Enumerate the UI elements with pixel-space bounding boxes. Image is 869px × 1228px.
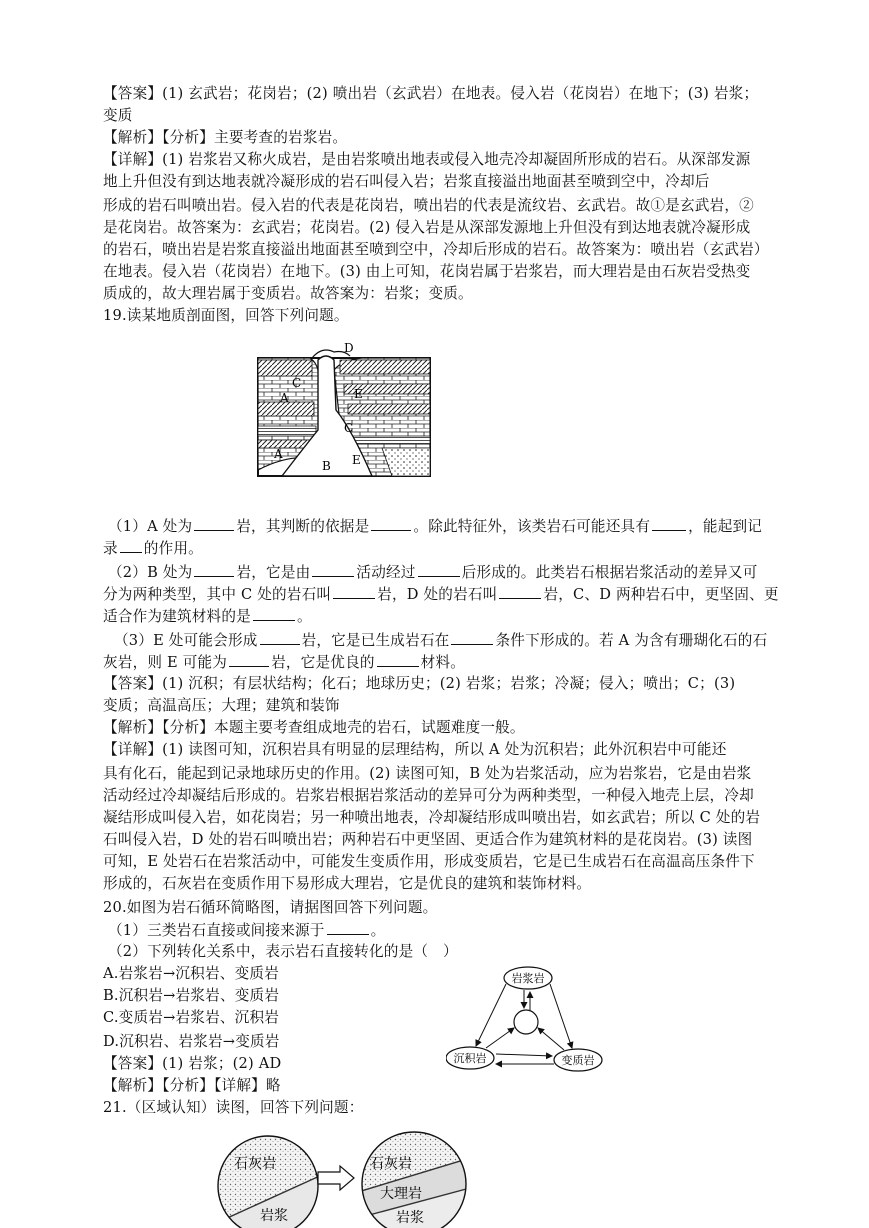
q19-p3-text-f: 材料。 bbox=[420, 654, 466, 671]
sedimentary-rock-label: 沉积岩 bbox=[453, 1052, 487, 1065]
q19-detail-line-1: 【详解】(1) 读图可知，沉积岩具有明显的层理结构，所以 A 处为沉积岩；此外沉积岩中可能还 bbox=[103, 741, 727, 758]
q19-title: 19.读某地质剖面图，回答下列问题。 bbox=[103, 307, 349, 324]
q19-part3-line2 bbox=[103, 652, 465, 673]
answer-blank[interactable] bbox=[260, 630, 300, 645]
q19-answer-line-1: 【答案】(1) 沉积；有层状结构；化石；地球历史；(2) 岩浆；岩浆；冷凝；侵入；喷出；C；(3) bbox=[103, 675, 736, 692]
q18-detail-line-1: 【详解】(1) 岩浆岩又称火成岩，是由岩浆喷出地表或侵入地壳冷却凝固所形成的岩石。从深部发源 bbox=[103, 151, 751, 168]
q19-detail-line-4: 凝结形成叫侵入岩，如花岗岩；另一种喷出地表，冷却凝结形成叫喷出岩，如玄武岩；所以 C 处的岩 bbox=[103, 809, 761, 826]
q19-p3-text-d: 灰岩，则 E 可能为 bbox=[103, 654, 228, 671]
q20-part1 bbox=[108, 920, 385, 941]
q19-detail-line-3: 活动经过冷却凝结后形成的。岩浆岩根据岩浆活动的差异可分为两种类型，一种侵入地壳上层，冷却 bbox=[103, 787, 754, 804]
answer-blank[interactable] bbox=[333, 584, 375, 599]
q19-p3-text-e: 岩，它是优良的 bbox=[271, 654, 375, 671]
q19-p2-text-e: 分为两种类型，其中 C 处的岩石叫 bbox=[103, 586, 332, 603]
q19-p2-text-d: 后形成的。此类岩石根据岩浆活动的差异又可 bbox=[461, 564, 758, 581]
q19-p1-text-e: 录 bbox=[103, 540, 118, 557]
q19-p1-text-a: （1）A 处为 bbox=[108, 518, 193, 535]
q20-p1-text-a: （1）三类岩石直接或间接来源于 bbox=[108, 922, 325, 939]
answer-blank[interactable] bbox=[229, 652, 269, 667]
igneous-rock-label: 岩浆岩 bbox=[511, 972, 545, 985]
answer-blank[interactable] bbox=[451, 630, 493, 645]
q19-analysis: 【解析】【分析】本题主要考查组成地壳的岩石，试题难度一般。 bbox=[103, 719, 525, 736]
q19-p1-text-c: 。除此特征外，该类岩石可能还具有 bbox=[413, 518, 651, 535]
q19-p2-text-a: （2）B 处为 bbox=[108, 564, 193, 581]
label-C-upper: C bbox=[292, 376, 302, 390]
q19-detail-line-5: 石叫侵入岩，D 处的岩石叫喷出岩；两种岩石中更坚固、更适合作为建筑材料的是花岗岩。(3) 读图 bbox=[103, 831, 753, 848]
q18-detail-line-2: 地上升但没有到达地表就冷凝形成的岩石叫侵入岩；岩浆直接溢出地面甚至喷到空中，冷却后 bbox=[103, 173, 710, 190]
q18-detail-line-7: 质成的，故大理岩属于变质岩。故答案为：岩浆；变质。 bbox=[103, 285, 473, 302]
q19-part2-line3 bbox=[103, 606, 312, 627]
answer-blank[interactable] bbox=[194, 516, 234, 531]
q19-p2-text-g: 岩，C、D 两种岩石中，更坚固、更 bbox=[543, 586, 779, 603]
label-E-upper: E bbox=[354, 387, 363, 401]
answer-blank[interactable] bbox=[499, 584, 541, 599]
q19-p3-text-b: 岩，它是已生成岩石在 bbox=[301, 632, 450, 649]
q20-option-a: A.岩浆岩→沉积岩、变质岩 bbox=[103, 965, 279, 982]
answer-blank[interactable] bbox=[371, 516, 411, 531]
answer-blank[interactable] bbox=[253, 606, 295, 621]
q20-analysis: 【解析】【分析】【详解】略 bbox=[103, 1077, 281, 1094]
q18-analysis: 【解析】【分析】主要考查的岩浆岩。 bbox=[103, 129, 348, 146]
q20-option-c: C.变质岩→岩浆岩、沉积岩 bbox=[103, 1009, 280, 1026]
q19-detail-line-6: 可知，E 处岩石在岩浆活动中，可能发生变质作用，形成变质岩，它是已生成岩石在高温高压条件下 bbox=[103, 853, 755, 870]
q19-part3-line1 bbox=[114, 630, 767, 651]
answer-blank[interactable] bbox=[120, 538, 142, 553]
q18-detail-line-6: 在地表。侵入岩（花岗岩）在地下。(3) 由上可知，花岗岩属于岩浆岩，而大理岩是由石灰岩受热变 bbox=[103, 263, 751, 280]
q19-p1-text-f: 的作用。 bbox=[143, 540, 203, 557]
right-magma-label: 岩浆 bbox=[396, 1210, 424, 1226]
q21-figure bbox=[214, 1128, 474, 1228]
q19-p2-text-f: 岩，D 处的岩石叫 bbox=[377, 586, 498, 603]
left-limestone-label: 石灰岩 bbox=[234, 1156, 276, 1172]
q19-p2-text-h: 适合作为建筑材料的是 bbox=[103, 608, 251, 625]
left-magma-label: 岩浆 bbox=[260, 1208, 288, 1224]
answer-blank[interactable] bbox=[652, 516, 686, 531]
q19-detail-line-7: 形成的，石灰岩在变质作用下易形成大理岩，它是优良的建筑和装饰材料。 bbox=[103, 875, 592, 892]
label-A-upper: A bbox=[280, 391, 289, 405]
label-E-lower: E bbox=[352, 453, 361, 467]
label-B: B bbox=[322, 459, 331, 473]
q20-option-d: D.沉积岩、岩浆岩→变质岩 bbox=[103, 1033, 280, 1050]
q18-detail-line-5: 的岩石，喷出岩是岩浆直接溢出地面甚至喷到空中，冷却后形成的岩石。故答案为：喷出岩（玄武岩） bbox=[103, 241, 769, 258]
q19-answer-line-2: 变质；高温高压；大理；建筑和装饰 bbox=[103, 697, 340, 714]
right-marble-label: 大理岩 bbox=[380, 1186, 422, 1202]
q19-part2-line2 bbox=[103, 584, 779, 605]
q19-p3-text-a: （3）E 处可能会形成 bbox=[114, 632, 258, 649]
label-C-lower: C bbox=[344, 421, 354, 435]
q19-p3-text-c: 条件下形成的。若 A 为含有珊瑚化石的石 bbox=[495, 632, 768, 649]
metamorphic-rock-label: 变质岩 bbox=[561, 1054, 595, 1067]
q20-rock-cycle-figure bbox=[446, 964, 606, 1076]
q20-answer: 【答案】(1) 岩浆；(2) AD bbox=[103, 1055, 282, 1072]
answer-blank[interactable] bbox=[377, 652, 419, 667]
q20-part2: （2）下列转化关系中，表示岩石直接转化的是（ ） bbox=[108, 943, 458, 960]
q19-p1-text-d: ，能起到记 bbox=[688, 518, 763, 535]
q19-p2-text-i: 。 bbox=[296, 608, 312, 625]
q19-part2-line1 bbox=[108, 562, 758, 583]
q19-p1-text-b: 岩，其判断的依据是 bbox=[236, 518, 370, 535]
q20-option-b: B.沉积岩→岩浆岩、变质岩 bbox=[103, 987, 280, 1004]
q19-part1-line1 bbox=[108, 516, 762, 537]
q18-answer-line-1: 【答案】(1) 玄武岩；花岗岩；(2) 喷出岩（玄武岩）在地表。侵入岩（花岗岩）在地下；(3) 岩浆； bbox=[103, 85, 759, 102]
q19-p2-text-b: 岩，它是由 bbox=[236, 564, 311, 581]
q19-p2-text-c: 活动经过 bbox=[356, 564, 416, 581]
right-limestone-label: 石灰岩 bbox=[370, 1156, 412, 1172]
transform-arrow-icon bbox=[318, 1166, 354, 1190]
answer-blank[interactable] bbox=[312, 562, 354, 577]
label-A-lower: A bbox=[274, 447, 283, 461]
q21-title: 21.（区域认知）读图，回答下列问题： bbox=[103, 1099, 364, 1116]
q19-detail-line-2: 具有化石，能起到记录地球历史的作用。(2) 读图可知，B 处为岩浆活动，应为岩浆岩，它是由岩浆 bbox=[103, 765, 752, 782]
q18-detail-line-3: 形成的岩石叫喷出岩。侵入岩的代表是花岗岩，喷出岩的代表是流纹岩、玄武岩。故①是玄武岩，② bbox=[103, 197, 754, 214]
q19-geologic-section-figure bbox=[252, 340, 438, 480]
q18-answer-line-2: 变质 bbox=[103, 107, 133, 124]
q20-title: 20.如图为岩石循环简略图，请据图回答下列问题。 bbox=[103, 899, 438, 916]
magma-node bbox=[514, 1010, 538, 1034]
q18-detail-line-4: 是花岗岩。故答案为：玄武岩；花岗岩。(2) 侵入岩是从深部发源地上升但没有到达地表就冷凝形成 bbox=[103, 219, 751, 236]
q19-part1-line2 bbox=[103, 538, 203, 559]
answer-blank[interactable] bbox=[327, 920, 369, 935]
label-D: D bbox=[344, 341, 354, 355]
q20-p1-text-b: 。 bbox=[370, 922, 386, 939]
answer-blank[interactable] bbox=[194, 562, 234, 577]
answer-blank[interactable] bbox=[418, 562, 460, 577]
